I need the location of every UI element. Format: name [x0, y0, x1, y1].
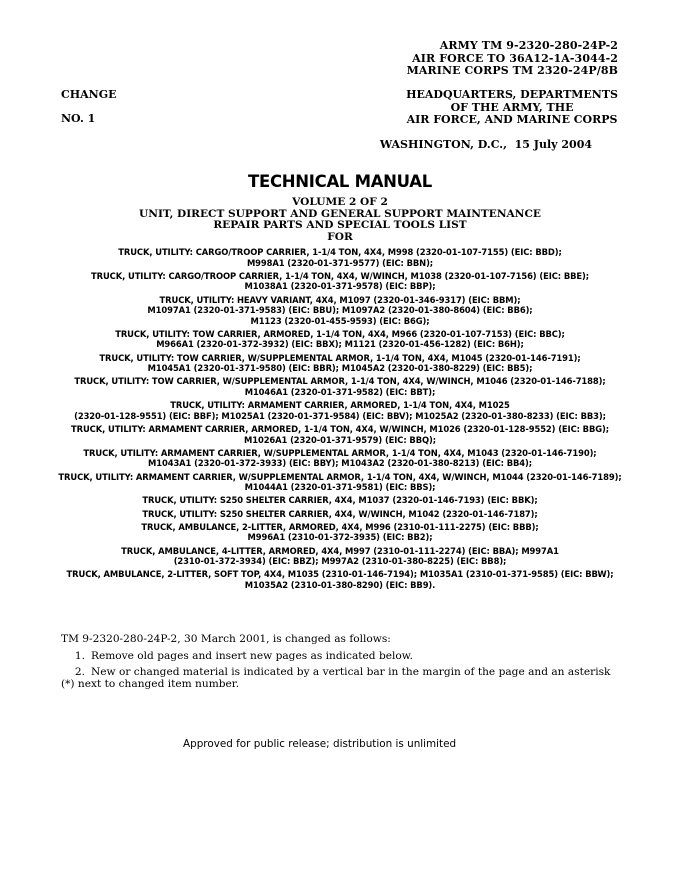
vehicle-entry	[40, 424, 640, 445]
vehicle-line: TRUCK, UTILITY: HEAVY VARIANT, 4X4, M1097 (2320-01-346-9317) (EIC: BBM);	[159, 294, 521, 305]
vehicle-line: TRUCK, AMBULANCE, 2-LITTER, SOFT TOP, 4X4, M1035 (2310-01-146-7194); M1035A1 (2310-01-371-9585) (EIC: BBW);	[66, 569, 614, 580]
marine-corps-tm-number: MARINE CORPS TM 2320-24P/8B	[406, 64, 618, 77]
headquarters-block	[406, 89, 618, 127]
vehicle-line: TRUCK, UTILITY: CARGO/TROOP CARRIER, 1-1/4 TON, 4X4, M998 (2320-01-107-7155) (EIC: BBD);	[118, 247, 562, 257]
vehicle-line: TRUCK, UTILITY: CARGO/TROOP CARRIER, 1-1/4 TON, 4X4, W/WINCH, M1038 (2320-01-107-7156) (EIC: BBE);	[91, 270, 589, 281]
headquarters-line: AIR FORCE, AND MARINE CORPS	[406, 113, 618, 126]
subtitle-line: REPAIR PARTS AND SPECIAL TOOLS LIST	[213, 219, 467, 232]
vehicle-entry	[40, 546, 640, 567]
change-statement: TM 9-2320-280-24P-2, 30 March 2001, is changed as follows:	[61, 633, 391, 645]
instruction-text: Remove old pages and insert new pages as indicated below.	[91, 650, 413, 662]
vehicle-line: M1026A1 (2320-01-371-9579) (EIC: BBQ);	[244, 434, 436, 445]
subtitle-line: UNIT, DIRECT SUPPORT AND GENERAL SUPPORT MAINTENANCE	[139, 207, 541, 220]
instruction-item	[61, 650, 621, 662]
vehicle-line: M966A1 (2320-01-372-3932) (EIC: BBX); M1121 (2320-01-456-1282) (EIC: B6H);	[156, 339, 524, 350]
vehicle-line: (2320-01-128-9551) (EIC: BBF); M1025A1 (2320-01-371-9584) (EIC: BBV); M1025A2 (2320-01-380-8233) (EIC: BB3);	[74, 410, 606, 421]
vehicle-line: M996A1 (2310-01-372-3935) (EIC: BB2);	[247, 532, 433, 543]
vehicle-line: M1123 (2320-01-455-9593) (EIC: B6G);	[250, 315, 430, 326]
vehicle-line: M1097A1 (2320-01-371-9583) (EIC: BBU); M1097A2 (2320-01-380-8604) (EIC: BB6);	[147, 305, 533, 316]
dateline	[380, 139, 592, 151]
vehicle-line: TRUCK, UTILITY: S250 SHELTER CARRIER, 4X4, W/WINCH, M1042 (2320-01-146-7187);	[142, 508, 538, 519]
change-number: NO. 1	[61, 111, 96, 125]
headquarters-line: HEADQUARTERS, DEPARTMENTS	[406, 88, 618, 101]
manual-title: TECHNICAL MANUAL	[248, 172, 432, 191]
vehicle-line: M1035A2 (2310-01-380-8290) (EIC: BB9).	[244, 579, 436, 590]
volume-line: VOLUME 2 OF 2	[292, 196, 388, 208]
vehicle-list	[40, 247, 640, 593]
vehicle-line: TRUCK, UTILITY: ARMAMENT CARRIER, W/SUPPLEMENTAL ARMOR, 1-1/4 TON, 4X4, M1043 (2320-01-146-7190);	[83, 447, 597, 458]
instruction-text: New or changed material is indicated by a vertical bar in the margin of the page and an asterisk (*) next to changed item number.	[61, 665, 611, 691]
air-force-to-number: AIR FORCE TO 36A12-1A-3044-2	[412, 51, 618, 65]
vehicle-line: TRUCK, UTILITY: TOW CARRIER, W/SUPPLEMENTAL ARMOR, 1-1/4 TON, 4X4, M1045 (2320-01-146-7191);	[99, 352, 581, 363]
vehicle-entry	[40, 400, 640, 421]
vehicle-line: TRUCK, UTILITY: S250 SHELTER CARRIER, 4X4, M1037 (2320-01-146-7193) (EIC: BBK);	[142, 495, 538, 506]
manual-subtitle	[0, 197, 680, 243]
instruction-list	[61, 650, 621, 694]
vehicle-entry	[40, 522, 640, 543]
distribution-statement: Approved for public release; distribution is unlimited	[183, 738, 457, 750]
vehicle-entry	[40, 472, 640, 493]
vehicle-entry	[40, 569, 640, 590]
vehicle-entry	[40, 448, 640, 469]
change-block	[61, 89, 117, 125]
vehicle-entry	[40, 247, 640, 268]
vehicle-line: M998A1 (2320-01-371-9577) (EIC: BBN);	[246, 257, 434, 268]
change-label: CHANGE	[61, 88, 117, 101]
vehicle-entry	[40, 295, 640, 327]
vehicle-line: TRUCK, AMBULANCE, 2-LITTER, ARMORED, 4X4, M996 (2310-01-111-2275) (EIC: BBB);	[141, 521, 539, 532]
instruction-item	[61, 666, 621, 691]
publication-date: 15 July 2004	[514, 138, 592, 151]
vehicle-line: TRUCK, UTILITY: ARMAMENT CARRIER, ARMORED, 1-1/4 TON, 4X4, W/WINCH, M1026 (2320-01-128-9552) (EIC: BBG);	[71, 424, 609, 435]
vehicle-line: M1044A1 (2320-01-371-9581) (EIC: BBS);	[244, 482, 436, 493]
vehicle-line: TRUCK, UTILITY: ARMAMENT CARRIER, ARMORED, 1-1/4 TON, 4X4, M1025	[170, 400, 510, 411]
army-tm-number: ARMY TM 9-2320-280-24P-2	[439, 39, 618, 52]
vehicle-line: (2310-01-372-3934) (EIC: BBZ); M997A2 (2310-01-380-8225) (EIC: BB8);	[173, 556, 507, 567]
headquarters-line: OF THE ARMY, THE	[450, 100, 574, 114]
vehicle-line: M1038A1 (2320-01-371-9578) (EIC: BBP);	[244, 281, 436, 292]
vehicle-line: M1043A1 (2320-01-372-3933) (EIC: BBY); M1043A2 (2320-01-380-8213) (EIC: BB4);	[148, 458, 532, 469]
location: WASHINGTON, D.C.,	[379, 138, 507, 151]
vehicle-entry	[40, 329, 640, 350]
vehicle-entry	[40, 495, 640, 506]
vehicle-line: TRUCK, UTILITY: ARMAMENT CARRIER, W/SUPPLEMENTAL ARMOR, 1-1/4 TON, 4X4, W/WINCH, M1044 (2320-01-146-7189);	[58, 471, 622, 482]
vehicle-line: M1045A1 (2320-01-371-9580) (EIC: BBR); M1045A2 (2320-01-380-8229) (EIC: BB5);	[147, 363, 533, 374]
vehicle-line: TRUCK, UTILITY: TOW CARRIER, ARMORED, 1-1/4 TON, 4X4, M966 (2320-01-107-7153) (EIC: BBC);	[115, 328, 565, 339]
vehicle-entry	[40, 376, 640, 397]
vehicle-line: M1046A1 (2320-01-371-9582) (EIC: BBT);	[244, 387, 436, 397]
vehicle-line: TRUCK, AMBULANCE, 4-LITTER, ARMORED, 4X4, M997 (2310-01-111-2274) (EIC: BBA); M997A1	[121, 545, 559, 556]
tm-number-block	[407, 40, 618, 78]
vehicle-entry	[40, 271, 640, 292]
instruction-number: 1.	[74, 650, 85, 662]
vehicle-entry	[40, 353, 640, 374]
vehicle-entry	[40, 509, 640, 520]
vehicle-line: TRUCK, UTILITY: TOW CARRIER, W/SUPPLEMENTAL ARMOR, 1-1/4 TON, 4X4, W/WINCH, M1046 (2320-01-146-7188);	[74, 376, 606, 387]
subtitle-line: FOR	[327, 230, 353, 243]
instruction-number: 2.	[74, 665, 85, 678]
